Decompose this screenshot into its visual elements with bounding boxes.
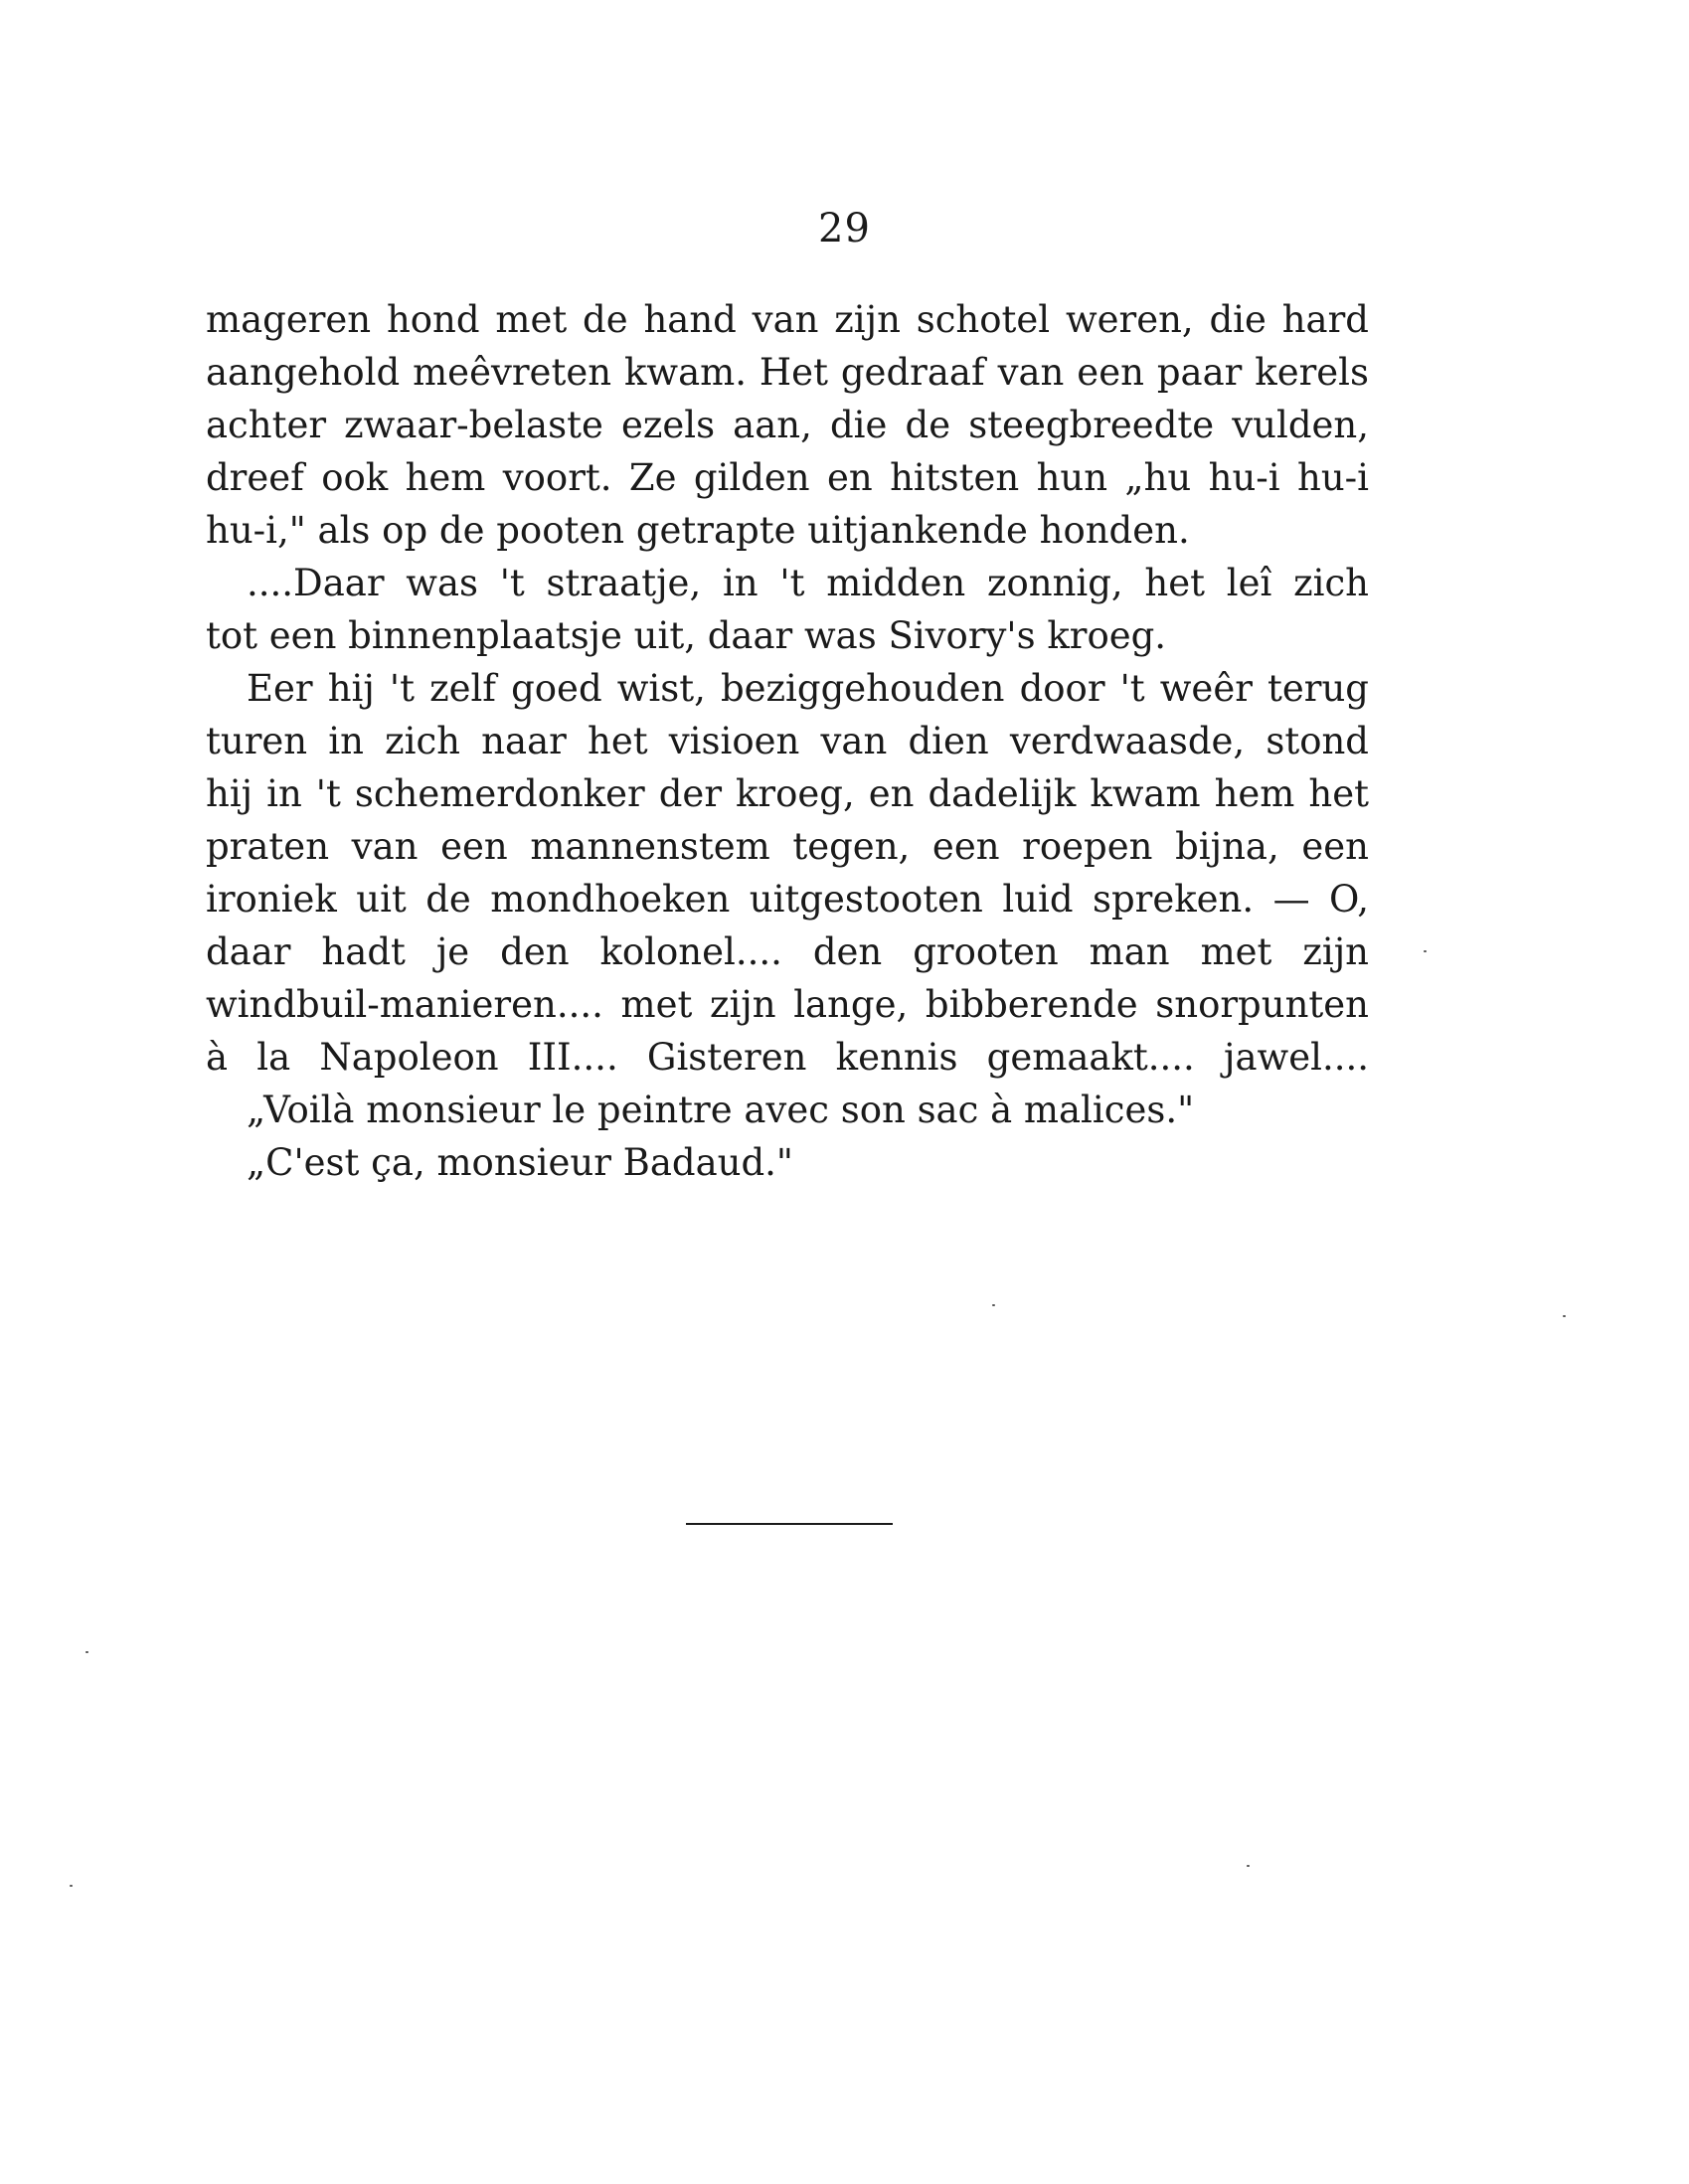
page-number: 29 (818, 206, 871, 252)
text-line: daar hadt je den kolonel.... den grooten man met zijn (206, 930, 1369, 973)
text-line: tot een binnenplaatsje uit, daar was Sivory's kroeg. (206, 614, 1167, 657)
text-line: dreef ook hem voort. Ze gilden en hitsten hun „hu hu-i hu-i (206, 456, 1369, 499)
scan-speck (992, 1304, 995, 1306)
text-line: hij in 't schemerdonker der kroeg, en dadelijk kwam hem het (206, 772, 1369, 815)
text-line: turen in zich naar het visioen van dien verdwaasde, stond (206, 720, 1369, 762)
text-line: hu-i," als op de pooten getrapte uitjankende honden. (206, 509, 1190, 552)
text-line: ironiek uit de mondhoeken uitgestooten luid spreken. — O, (206, 878, 1369, 921)
scan-speck (1563, 1315, 1566, 1317)
scan-speck (70, 1885, 73, 1887)
text-line: ....Daar was 't straatje, in 't midden zonnig, het leî zich (247, 562, 1369, 604)
section-divider (686, 1523, 893, 1525)
scan-speck (1247, 1865, 1250, 1867)
scan-speck (1424, 950, 1427, 952)
text-line: achter zwaar-belaste ezels aan, die de steegbreedte vulden, (206, 404, 1369, 446)
text-line: à la Napoleon III.... Gisteren kennis gemaakt.... jawel.... (206, 1036, 1369, 1079)
text-line: mageren hond met de hand van zijn schotel weren, die hard (206, 298, 1369, 341)
scan-speck (85, 1651, 88, 1653)
text-line: Eer hij 't zelf goed wist, beziggehouden door 't weêr terug (247, 667, 1369, 710)
text-line: „Voilà monsieur le peintre avec son sac à malices." (247, 1089, 1195, 1131)
text-line: windbuil-manieren.... met zijn lange, bibberende snorpunten (206, 983, 1369, 1026)
body-text (206, 293, 1369, 1189)
text-line: aangehold meêvreten kwam. Het gedraaf van een paar kerels (206, 351, 1369, 394)
text-line: „C'est ça, monsieur Badaud." (247, 1141, 793, 1184)
text-line: praten van een mannenstem tegen, een roepen bijna, een (206, 825, 1369, 868)
